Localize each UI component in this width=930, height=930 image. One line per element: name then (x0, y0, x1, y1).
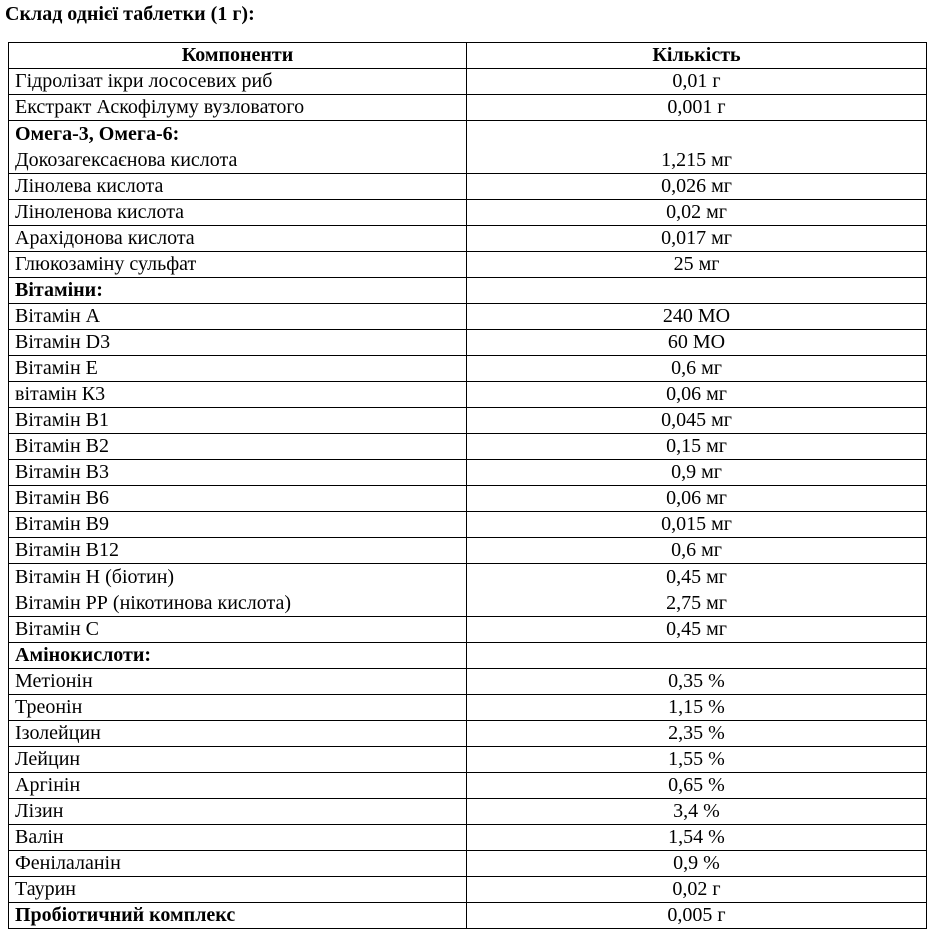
quantity-cell: 0,01 г (467, 69, 927, 95)
table-row (9, 747, 927, 773)
table-row (9, 382, 927, 408)
quantity-cell: 0,015 мг (467, 512, 927, 538)
table-row (9, 617, 927, 643)
table-row (9, 538, 927, 564)
table-row (9, 69, 927, 95)
quantity-cell: 0,9 мг (467, 460, 927, 486)
component-cell: Вітамін Е (9, 356, 467, 382)
quantity-cell: 240 МО (467, 304, 927, 330)
table-row (9, 434, 927, 460)
table-row (9, 304, 927, 330)
table-header-row (9, 43, 927, 69)
quantity-cell: 0,6 мг (467, 356, 927, 382)
component-cell: Фенілаланін (9, 851, 467, 877)
table-row (9, 825, 927, 851)
component-cell (9, 564, 467, 617)
table-row (9, 721, 927, 747)
table-row (9, 851, 927, 877)
table-row (9, 695, 927, 721)
table-row (9, 564, 927, 617)
quantity-cell: 0,06 мг (467, 486, 927, 512)
quantity-cell: 3,4 % (467, 799, 927, 825)
component-cell: Таурин (9, 877, 467, 903)
table-row (9, 95, 927, 121)
table-row (9, 278, 927, 304)
quantity-cell (467, 121, 927, 174)
quantity-cell: 2,35 % (467, 721, 927, 747)
table-row (9, 486, 927, 512)
component-cell: Екстракт Аскофілуму вузловатого (9, 95, 467, 121)
component-cell: Валін (9, 825, 467, 851)
component-cell: Вітамін С (9, 617, 467, 643)
quantity-cell: 60 МО (467, 330, 927, 356)
component-cell: Вітамін В2 (9, 434, 467, 460)
component-quantity: 1,215 мг (661, 149, 732, 171)
component-cell: вітамін К3 (9, 382, 467, 408)
quantity-cell: 1,54 % (467, 825, 927, 851)
component-cell: Ізолейцин (9, 721, 467, 747)
component-cell (9, 278, 467, 304)
component-quantity: 0,45 мг (666, 566, 727, 588)
quantity-cell: 0,35 % (467, 669, 927, 695)
table-row (9, 330, 927, 356)
quantity-cell: 0,65 % (467, 773, 927, 799)
quantity-cell: 0,017 мг (467, 226, 927, 252)
quantity-cell: 0,045 мг (467, 408, 927, 434)
quantity-cell: 0,001 г (467, 95, 927, 121)
table-row (9, 252, 927, 278)
table-row (9, 460, 927, 486)
quantity-cell: 1,55 % (467, 747, 927, 773)
quantity-cell: 0,02 мг (467, 200, 927, 226)
component-cell: Вітамін В1 (9, 408, 467, 434)
page-title: Склад однієї таблетки (1 г): (5, 3, 255, 25)
component-cell: Вітамін В6 (9, 486, 467, 512)
table-row (9, 200, 927, 226)
quantity-cell: 0,06 мг (467, 382, 927, 408)
component-cell: Метіонін (9, 669, 467, 695)
table-row (9, 903, 927, 929)
table-row (9, 174, 927, 200)
table-row (9, 121, 927, 174)
component-cell: Пробіотичний комплекс (9, 903, 467, 929)
component-cell: Вітамін В9 (9, 512, 467, 538)
quantity-cell: 0,45 мг (467, 617, 927, 643)
component-cell: Глюкозаміну сульфат (9, 252, 467, 278)
quantity-cell: 0,6 мг (467, 538, 927, 564)
component-name: Вітамін РР (нікотинова кислота) (15, 592, 292, 614)
component-cell: Лінолева кислота (9, 174, 467, 200)
component-cell: Вітамін D3 (9, 330, 467, 356)
quantity-cell (467, 278, 927, 304)
table-row (9, 773, 927, 799)
table-row (9, 512, 927, 538)
composition-table (8, 42, 927, 929)
table-row (9, 669, 927, 695)
table-row (9, 877, 927, 903)
quantity-cell: 25 мг (467, 252, 927, 278)
component-quantity: 2,75 мг (666, 592, 727, 614)
column-header-components: Компоненти (9, 43, 467, 69)
quantity-cell: 0,15 мг (467, 434, 927, 460)
component-cell: Вітамін В3 (9, 460, 467, 486)
table-row (9, 356, 927, 382)
table-row (9, 226, 927, 252)
table-body (9, 69, 927, 929)
section-heading: Вітаміни: (15, 279, 103, 301)
component-cell: Арахідонова кислота (9, 226, 467, 252)
quantity-cell (467, 564, 927, 617)
quantity-cell: 0,9 % (467, 851, 927, 877)
component-cell: Лізин (9, 799, 467, 825)
section-heading: Амінокислоти: (15, 644, 152, 666)
quantity-cell: 0,026 мг (467, 174, 927, 200)
component-name: Докозагексаєнова кислота (15, 149, 238, 171)
component-cell: Лейцин (9, 747, 467, 773)
table-row (9, 643, 927, 669)
table-row (9, 408, 927, 434)
quantity-cell: 1,15 % (467, 695, 927, 721)
group-heading: Омега-3, Омега-6: (15, 123, 180, 145)
component-cell: Треонін (9, 695, 467, 721)
component-cell: Гідролізат ікри лососевих риб (9, 69, 467, 95)
column-header-quantity: Кількість (467, 43, 927, 69)
component-name: Вітамін Н (біотин) (15, 566, 175, 588)
component-cell: Аргінін (9, 773, 467, 799)
component-cell: Вітамін А (9, 304, 467, 330)
quantity-cell: 0,02 г (467, 877, 927, 903)
component-cell: Ліноленова кислота (9, 200, 467, 226)
quantity-cell (467, 643, 927, 669)
table-row (9, 799, 927, 825)
quantity-cell: 0,005 г (467, 903, 927, 929)
component-cell (9, 643, 467, 669)
component-cell: Вітамін В12 (9, 538, 467, 564)
component-cell (9, 121, 467, 174)
